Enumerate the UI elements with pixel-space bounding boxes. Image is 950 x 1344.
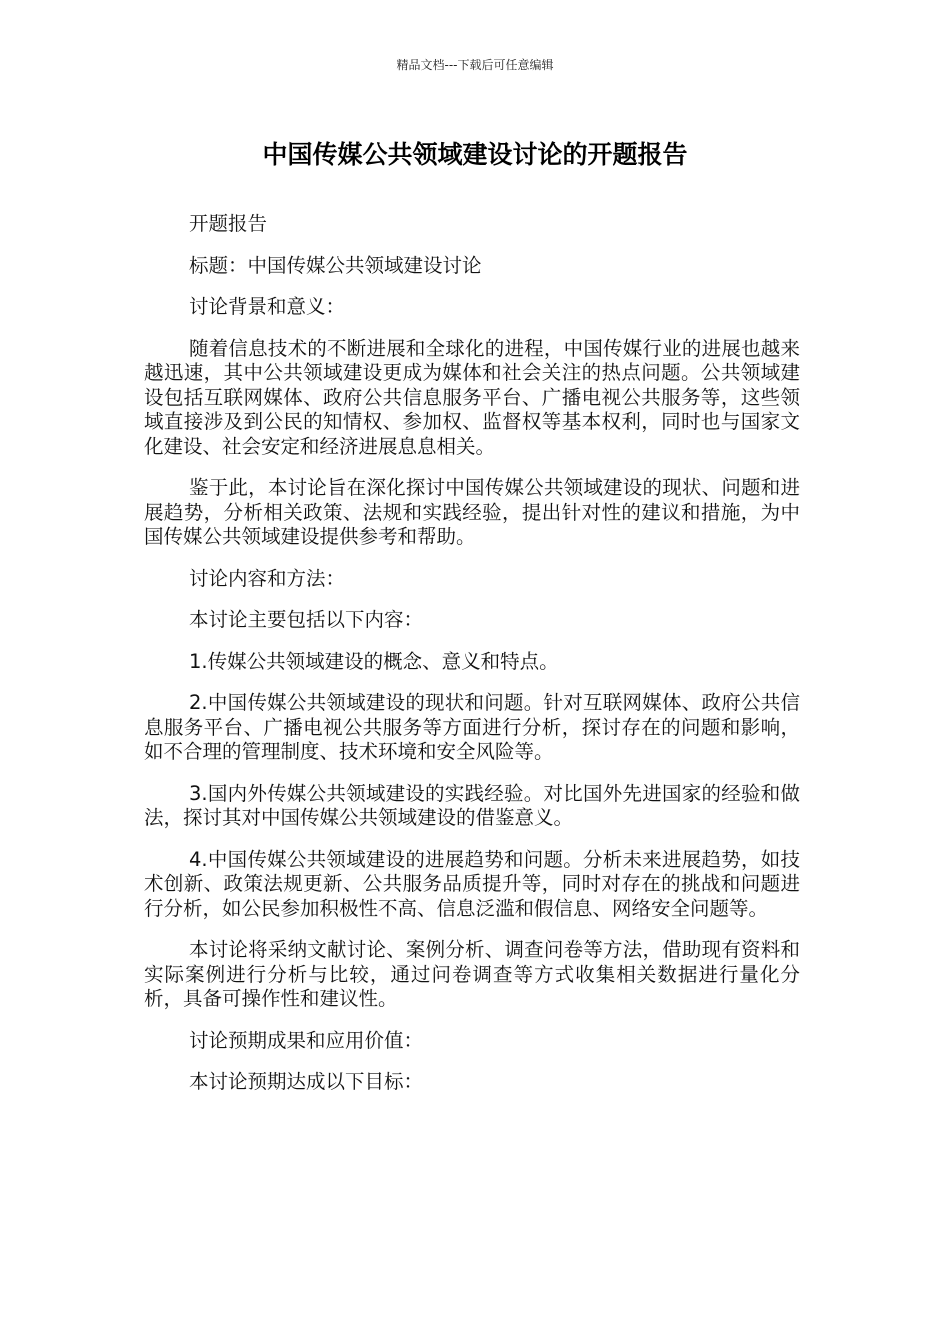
paragraph-content-intro: 本讨论主要包括以下内容： [189, 608, 424, 631]
heading-expected-results: 讨论预期成果和应用价值： [189, 1028, 424, 1052]
list-item-4: 4.中国传媒公共领域建设的进展趋势和问题。分析未来进展趋势，如技术创新、政策法规更新、公共服务品质提升等，同时对存在的挑战和问题进行分析，如公民参加积极性不高、信息泛滥和假信息、网络安全问题等。 [144, 847, 800, 920]
document-body [144, 212, 800, 1112]
document-title: 中国传媒公共领域建设讨论的开题报告 [262, 140, 688, 169]
list-item-1: 1.传媒公共领域建设的概念、意义和特点。 [189, 649, 559, 673]
heading-background: 讨论背景和意义： [189, 295, 346, 318]
list-item-2: 2.中国传媒公共领域建设的现状和问题。针对互联网媒体、政府公共信息服务平台、广播电视公共服务等方面进行分析，探讨存在的问题和影响，如不合理的管理制度、技术环境和安全风险等。 [144, 691, 800, 763]
header-note: 精品文档---下载后可任意编辑 [396, 58, 554, 72]
list-item-3: 3.国内外传媒公共领域建设的实践经验。对比国外先进国家的经验和做法，探讨其对中国传媒公共领域建设的借鉴意义。 [144, 781, 800, 829]
paragraph-background: 随着信息技术的不断进展和全球化的进程，中国传媒行业的进展也越来越迅速，其中公共领域建设更成为媒体和社会关注的热点问题。公共领域建设包括互联网媒体、政府公共信息服务平台、广播电视公共服务等，这些领域直接涉及到公民的知情权、参加权、监督权等基本权利，同时也与国家文化建设、社会安定和经济进展息息相关。 [144, 336, 800, 458]
paragraph-methods: 本讨论将采纳文献讨论、案例分析、调查问卷等方法，借助现有资料和实际案例进行分析与比较，通过问卷调查等方式收集相关数据进行量化分析，具备可操作性和建议性。 [144, 938, 800, 1010]
paragraph-purpose: 鉴于此，本讨论旨在深化探讨中国传媒公共领域建设的现状、问题和进展趋势，分析相关政策、法规和实践经验，提出针对性的建议和措施，为中国传媒公共领域建设提供参考和帮助。 [144, 476, 800, 548]
paragraph-topic: 标题：中国传媒公共领域建设讨论 [189, 253, 482, 277]
paragraph-report-label: 开题报告 [189, 212, 268, 235]
paragraph-goals-intro: 本讨论预期达成以下目标： [189, 1070, 424, 1093]
heading-content-method: 讨论内容和方法： [189, 566, 346, 590]
